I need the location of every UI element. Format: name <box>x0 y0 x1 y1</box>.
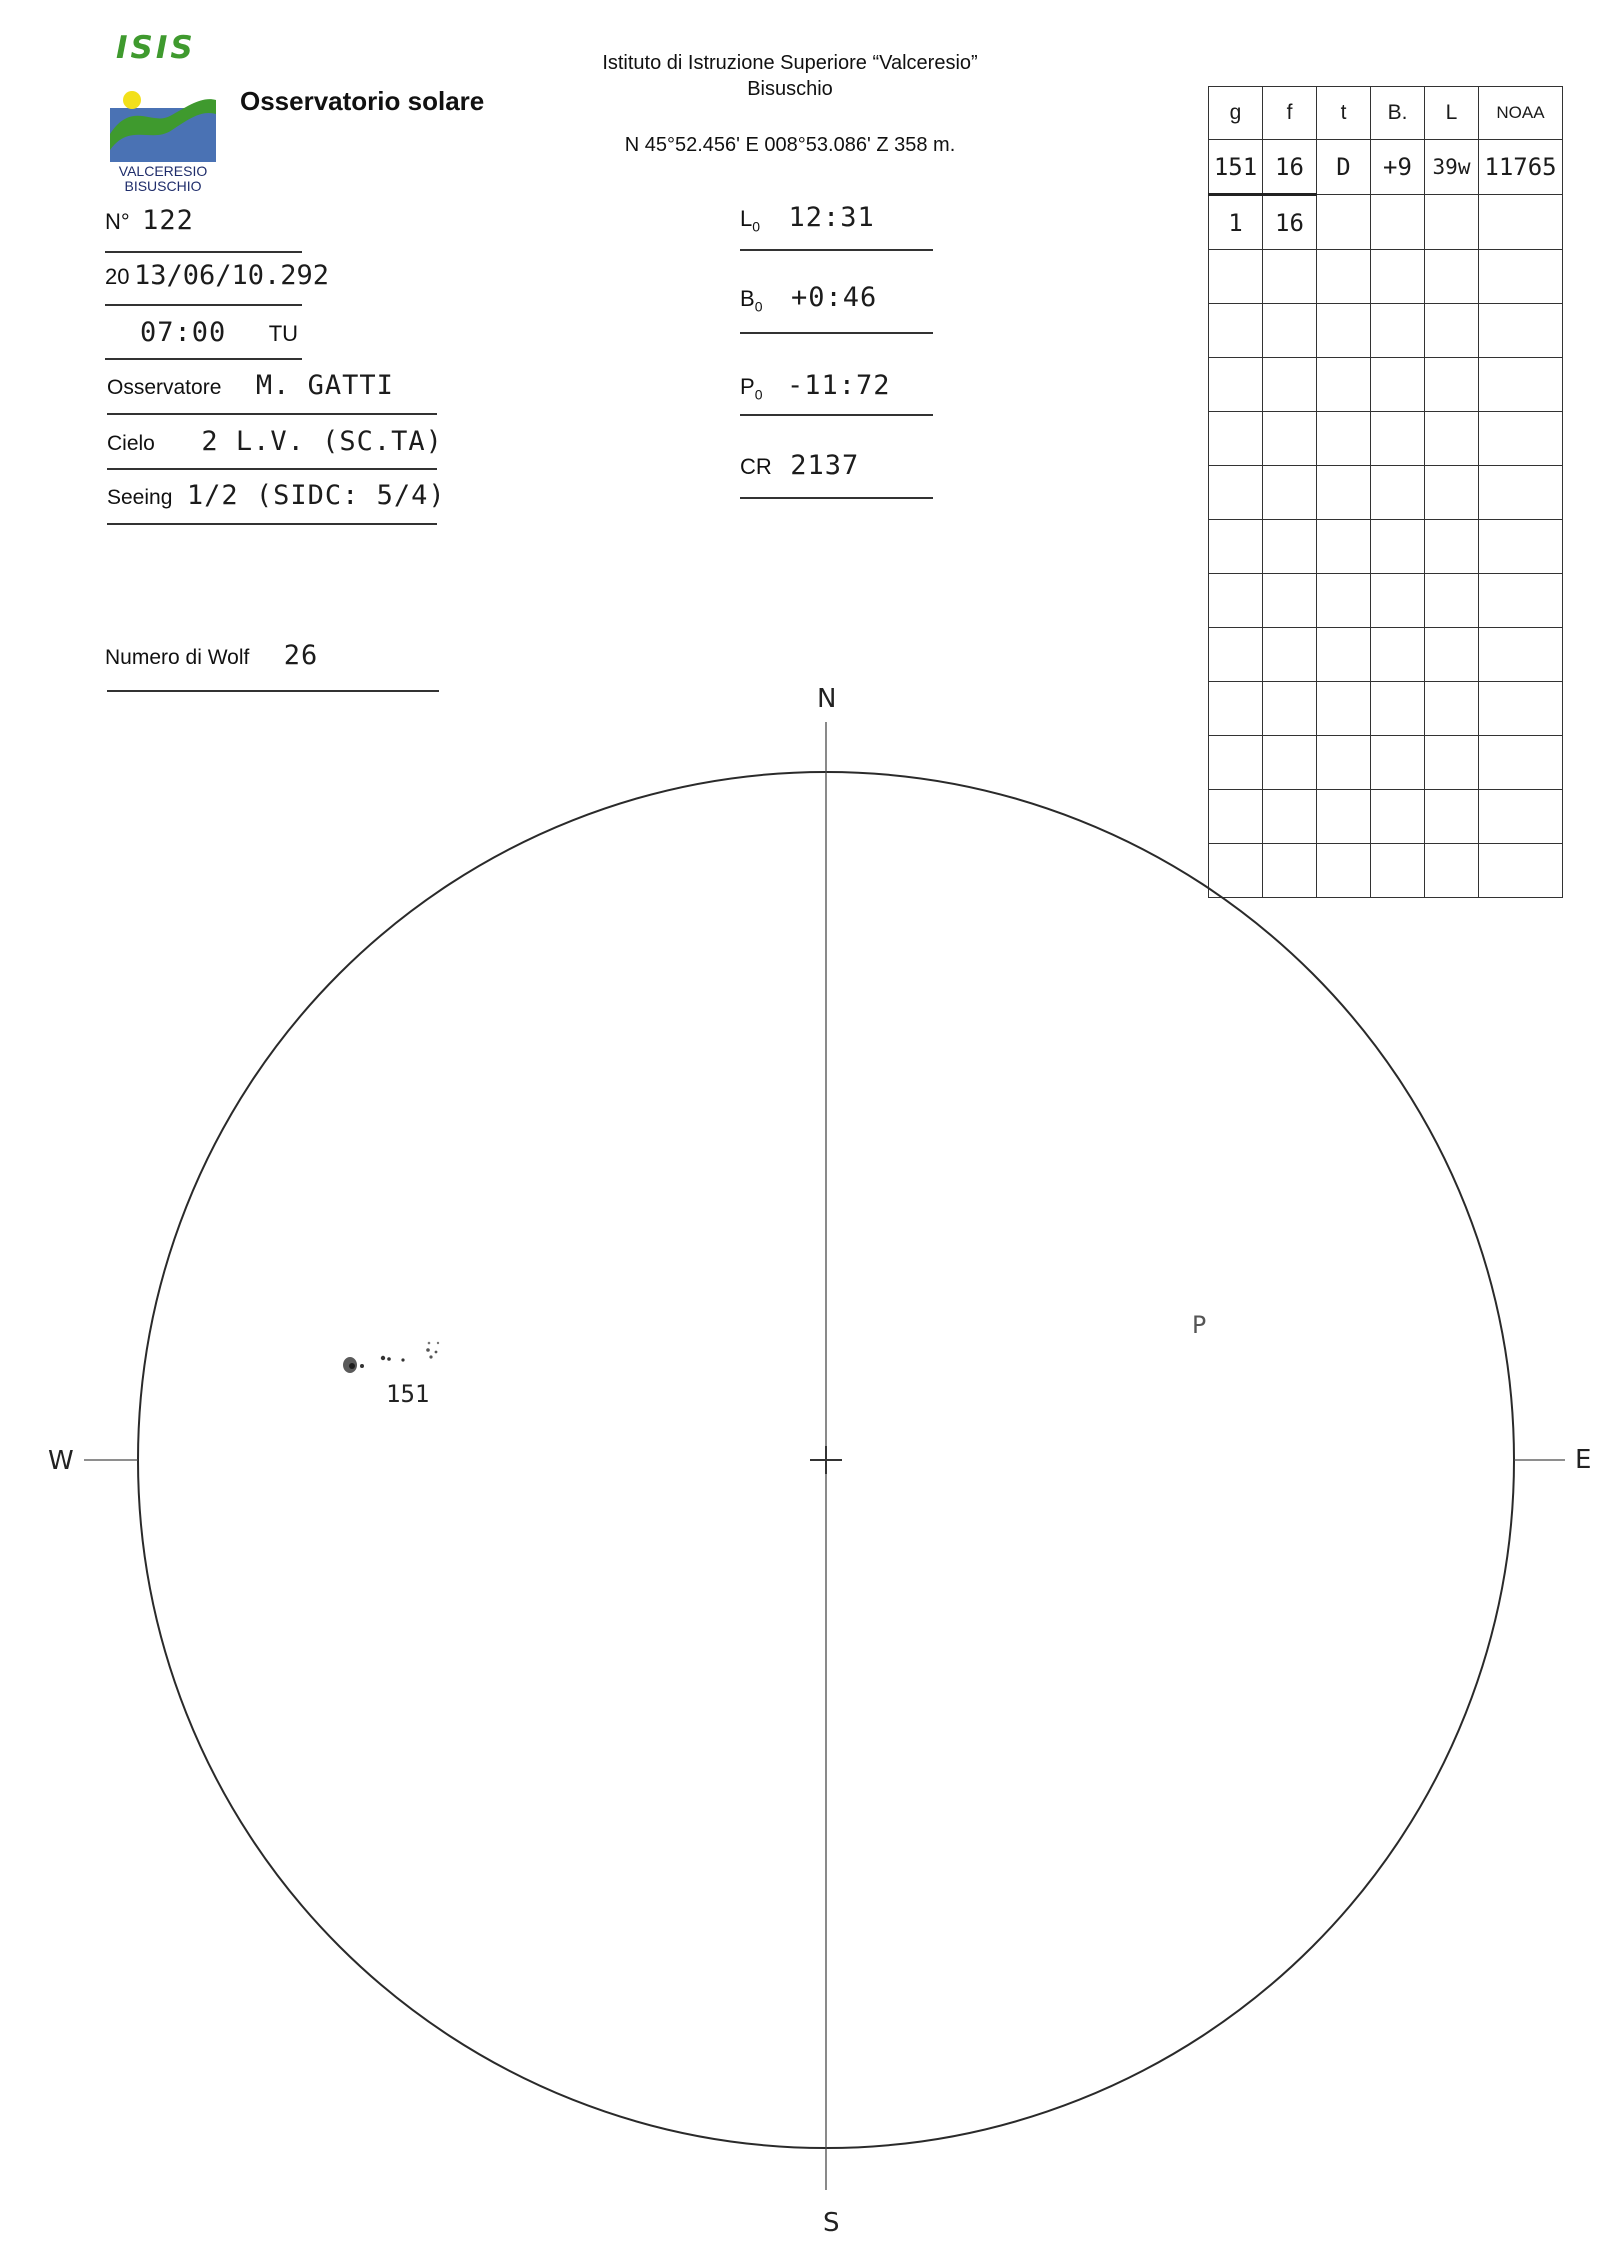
cr-label: CR <box>740 454 772 479</box>
b0-value: +0:46 <box>790 282 878 313</box>
p0-subscript: 0 <box>754 386 763 403</box>
observer-label: Osservatore <box>107 376 222 399</box>
cell-f: 16 <box>1263 140 1317 195</box>
sunspot-small <box>381 1356 385 1360</box>
wolf-value: 26 <box>283 640 319 671</box>
sky-value: 2 L.V. (SC.TA) <box>201 426 443 457</box>
number-label: N° <box>105 209 130 234</box>
sunspot-group-151 <box>343 1342 439 1373</box>
sunspot-small <box>360 1364 364 1368</box>
header-t: t <box>1317 87 1371 140</box>
observer-value: M. GATTI <box>255 370 394 401</box>
number-value: 122 <box>142 205 194 236</box>
west-label: W <box>48 1446 74 1476</box>
cr-value: 2137 <box>790 450 860 481</box>
logo-caption-line1: VALCERESIO <box>118 163 208 179</box>
cell-g: 151 <box>1209 140 1263 195</box>
b0-subscript: 0 <box>754 298 763 315</box>
p0-letter: P <box>740 374 755 399</box>
b0-letter: B <box>740 286 755 311</box>
logo-wordmark: ISIS <box>116 30 196 66</box>
sunspot-umbra <box>349 1363 355 1369</box>
sunspot-small <box>429 1355 432 1358</box>
header-b: B. <box>1371 87 1425 140</box>
facula-label: P <box>1192 1311 1207 1339</box>
wolf-label: Numero di Wolf <box>105 646 250 669</box>
l0-letter: L <box>740 206 753 231</box>
l0-value: 12:31 <box>788 202 875 233</box>
sunspot-small <box>428 1342 431 1345</box>
observatory-title: Osservatorio solare <box>240 86 485 116</box>
institute-line1: Istituto di Istruzione Superiore “Valceresio” <box>602 52 978 74</box>
site-coordinates: N 45°52.456' E 008°53.086' Z 358 m. <box>624 134 956 156</box>
header-g: g <box>1209 87 1263 140</box>
header-f: f <box>1263 87 1317 140</box>
p0-value: -11:72 <box>786 370 891 401</box>
sunspot-small <box>435 1351 438 1354</box>
east-label: E <box>1575 1445 1592 1475</box>
l0-subscript: 0 <box>752 218 761 235</box>
cell-b: +9 <box>1371 140 1425 195</box>
sky-label: Cielo <box>107 432 155 455</box>
logo-caption-line2: BISUSCHIO <box>124 178 202 194</box>
seeing-value: 1/2 (SIDC: 5/4) <box>186 480 446 511</box>
sunspot-small <box>401 1358 404 1361</box>
seeing-label: Seeing <box>107 486 173 509</box>
total-f: 16 <box>1263 195 1317 250</box>
time-unit: TU <box>268 321 299 346</box>
cell-l: 39w <box>1425 140 1479 195</box>
sunspot-small <box>437 1342 439 1344</box>
sunspot-small <box>426 1348 430 1352</box>
time-value: 07:00 <box>140 317 227 348</box>
cell-t: D <box>1317 140 1371 195</box>
south-label: S <box>823 2208 840 2238</box>
total-g: 1 <box>1209 195 1263 250</box>
date-value: 13/06/10.292 <box>133 260 330 291</box>
institute-line2: Bisuschio <box>747 78 833 100</box>
north-label: N <box>817 684 837 714</box>
header-noaa: NOAA <box>1479 87 1563 140</box>
cell-noaa: 11765 <box>1479 140 1563 195</box>
date-prefix: 20 <box>105 264 130 289</box>
sunspot-group-label: 151 <box>386 1380 430 1408</box>
sunspot-small <box>387 1357 391 1361</box>
header-l: L <box>1425 87 1479 140</box>
